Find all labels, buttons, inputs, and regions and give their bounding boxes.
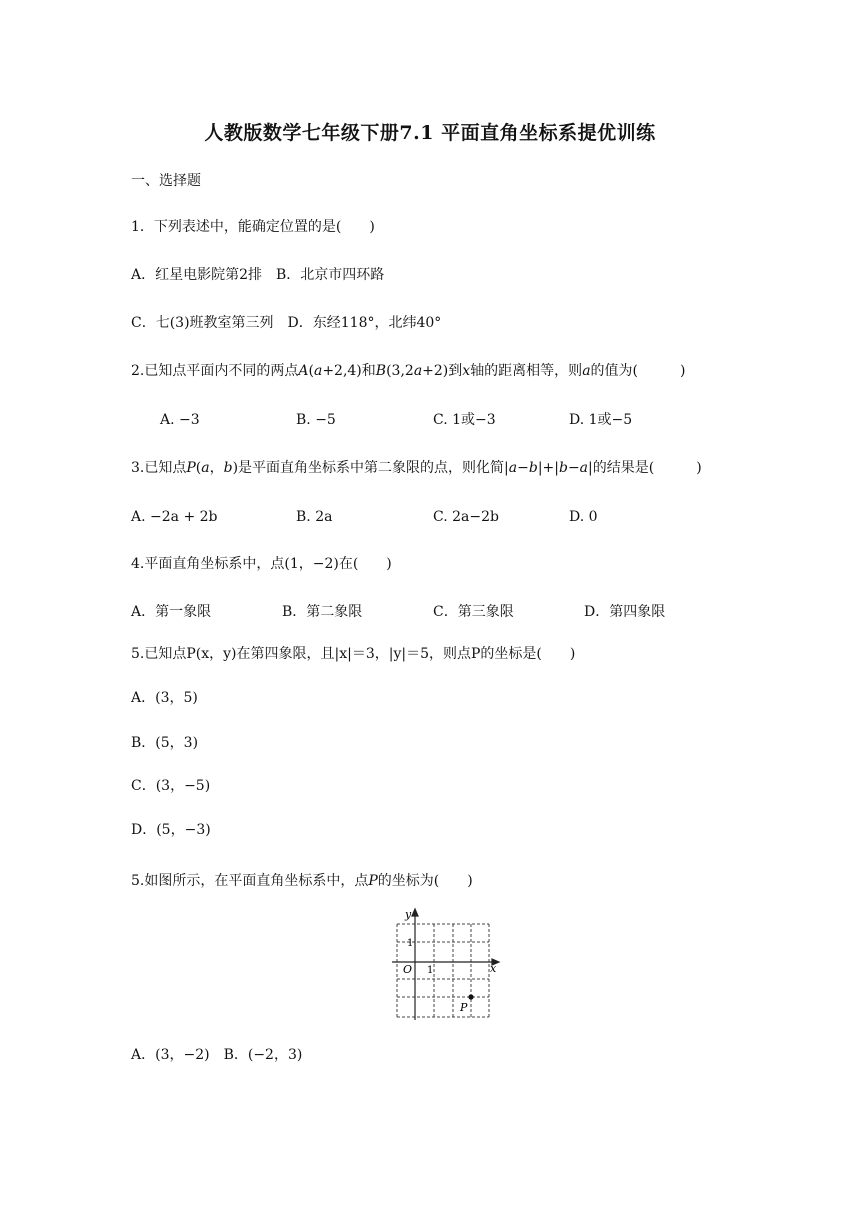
question-4-option-b: B．第二象限 [282,604,363,620]
question-4-option-c: C．第三象限 [433,604,514,620]
x-axis-label: x [490,962,497,975]
section-heading: 一、选择题 [131,173,201,189]
question-2-stem: 2.已知点平面内不同的两点A(a+2,4)和B(3,2a+2)到x轴的距离相等，则a的值为( ) [131,363,686,379]
question-2-option-c: C. 1或−3 [433,412,496,428]
question-5-stem: 5.已知点P(x，y)在第四象限，且|x|＝3，|y|＝5，则点P的坐标是( ) [131,646,576,662]
question-5-option-d: D．(5，−3) [131,822,211,838]
question-2-option-a: A. −3 [160,412,200,428]
question-2-option-d: D. 1或−5 [569,412,633,428]
question-1-options-cd: C．七(3)班教室第三列 D．东经118°，北纬40° [131,315,442,331]
question-1-options-ab: A．红星电影院第2排 B．北京市四环路 [131,267,385,283]
question-3-option-c: C. 2a−2b [433,509,499,525]
question-5-option-a: A．(3，5) [131,690,198,706]
question-3-option-d: D. 0 [569,509,598,525]
question-3-option-a: A. −2a + 2b [131,509,218,525]
point-p-marker [468,994,473,999]
question-5-option-c: C．(3，−5) [131,778,211,794]
question-4-stem: 4.平面直角坐标系中，点(1，−2)在( ) [131,556,392,572]
coordinate-grid-figure [386,906,506,1026]
question-6-options: A．(3，−2) B．(−2，3) [131,1047,303,1063]
question-4-option-a: A．第一象限 [131,604,212,620]
question-2-option-b: B. −5 [296,412,336,428]
y-tick-label-1: 1 [407,938,414,949]
y-axis-label: y [405,908,412,921]
document-title: 人教版数学七年级下册7.1 平面直角坐标系提优训练 [204,122,656,144]
question-4-option-d: D．第四象限 [584,604,666,620]
question-3-option-b: B. 2a [296,509,333,525]
question-6-stem: 5.如图所示，在平面直角坐标系中，点P的坐标为( ) [131,873,473,889]
question-5-option-b: B．(5，3) [131,735,199,751]
question-1-stem: 1．下列表述中，能确定位置的是( ) [131,219,375,235]
question-3-stem: 3.已知点P(a，b)是平面直角坐标系中第二象限的点，则化简|a−b|+|b−a|的结果是( ) [131,460,702,476]
origin-label: O [403,963,413,976]
point-p-label: P [460,1001,468,1014]
x-tick-label-1: 1 [427,965,434,976]
